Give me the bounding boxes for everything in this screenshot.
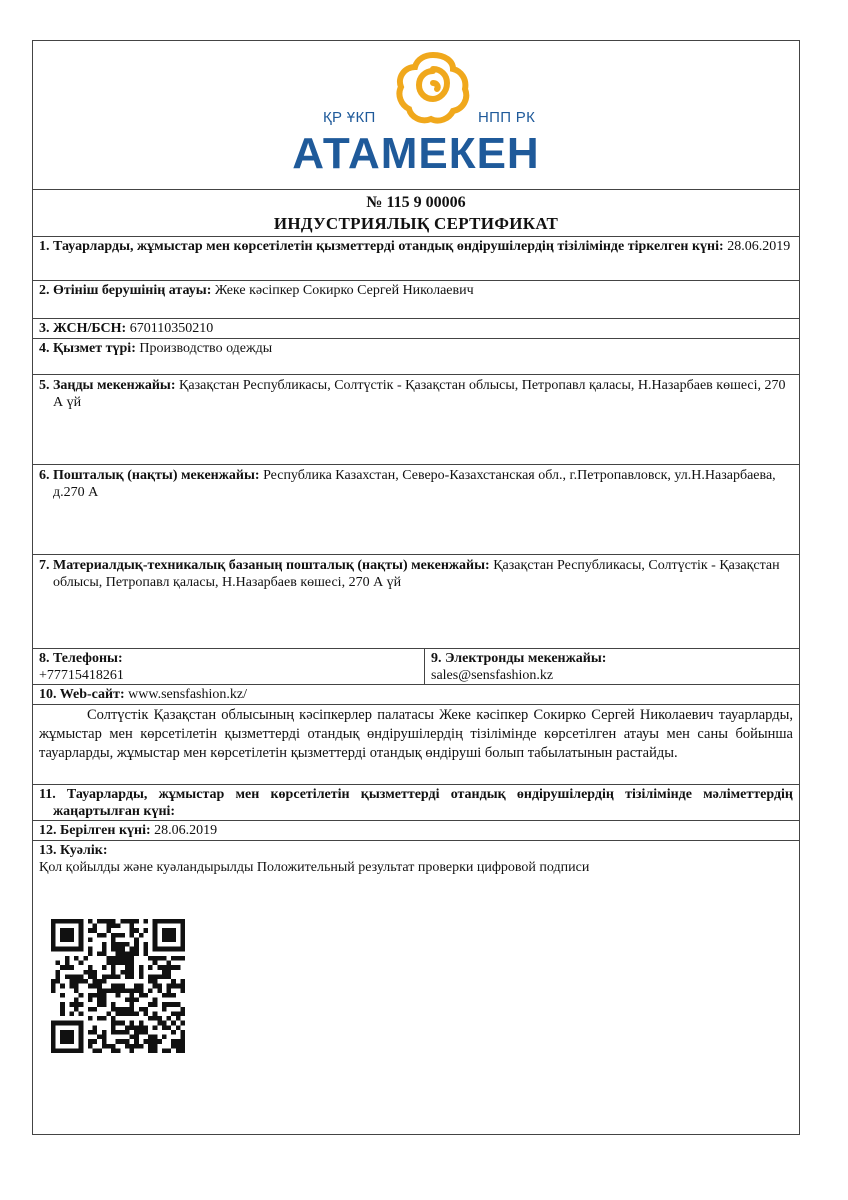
field-value: +77715418261 [39, 668, 124, 683]
field-email [425, 649, 799, 684]
field-label: 9. Электронды мекенжайы: [431, 651, 607, 666]
qr-code-icon [51, 919, 185, 1053]
field-value: 28.06.2019 [150, 823, 218, 838]
field-label: 1. Тауарларды, жұмыстар мен көрсетілетін қызметтерді отандық өндірушілердің тізілімінде тіркелген күні: [39, 239, 724, 254]
certificate-document [32, 40, 800, 1135]
atameken-emblem-icon [393, 49, 473, 125]
field-value: 28.06.2019 [723, 239, 791, 254]
field-label: 13. Куәлік: [39, 843, 108, 858]
field-postal-address [33, 465, 799, 555]
field-issue-date [33, 821, 799, 841]
field-value: Жеке кәсіпкер Сокирко Сергей Николаевич [211, 283, 474, 298]
field-label: 10. Web-сайт: [39, 687, 125, 702]
field-value: 670110350210 [126, 321, 214, 336]
field-phone [33, 649, 436, 684]
field-legal-address [33, 375, 799, 465]
logo-right-text: НПП РК [478, 109, 536, 126]
confirmation-paragraph: Солтүстік Қазақстан облысының кәсіпкерлер палатасы Жеке кәсіпкер Сокирко Сергей Николаевич тауарларды, жұмыстар мен көрсетілетін қызметтерді отандық өндірушілердің тізілімінде көрсетілген атауы мен саны бойынша тауарларды, жұмыстар мен көрсетілетін қызметтерді отандық өндіруші болып табылатынын растайды. [39, 707, 793, 761]
field-update-date [33, 785, 799, 821]
field-value: sales@sensfashion.kz [431, 668, 554, 683]
field-label: 12. Берілген күні: [39, 823, 151, 838]
certificate-title: ИНДУСТРИЯЛЫҚ СЕРТИФИКАТ [273, 214, 559, 233]
field-value: Республика Казахстан, Северо-Казахстанская обл., г.Петропавловск, ул.Н.Назарбаева, д.270 А [53, 468, 776, 500]
field-applicant-name [33, 281, 799, 319]
field-label: 5. Заңды мекенжайы: [39, 378, 176, 393]
logo-section [33, 41, 799, 190]
field-certification [33, 841, 799, 1134]
field-activity-type [33, 339, 799, 375]
logo-wordmark: АТАМЕКЕН [292, 129, 540, 178]
field-contacts-row [33, 649, 799, 685]
field-value: www.sensfashion.kz/ [124, 687, 247, 702]
field-label: 3. ЖСН/БСН: [39, 321, 127, 336]
field-registration-date [33, 237, 799, 281]
field-iin-bin [33, 319, 799, 339]
field-label: 8. Телефоны: [39, 651, 123, 666]
field-label: 6. Пошталық (нақты) мекенжайы: [39, 468, 260, 483]
field-label: 11. Тауарларды, жұмыстар мен көрсетілетін қызметтерді отандық өндірушілердің тізілімінде мәліметтердің жаңартылған күні: [39, 787, 793, 819]
certificate-number: № 115 9 00006 [366, 194, 466, 211]
field-value: Производство одежды [135, 341, 273, 356]
field-value: Қол қойылды және куәландырылды Положительный результат проверки цифровой подписи [39, 860, 590, 875]
field-value: Қазақстан Республикасы, Солтүстік - Қазақстан облысы, Петропавл қаласы, Н.Назарбаев көшесі, 270 А үй [53, 378, 786, 410]
logo-left-text: ҚР ҰКП [323, 109, 376, 126]
field-label: 7. Материалдық-техникалық базаның пошталық (нақты) мекенжайы: [39, 558, 490, 573]
field-label: 4. Қызмет түрі: [39, 341, 136, 356]
field-value: Қазақстан Республикасы, Солтүстік - Қазақстан облысы, Петропавл қаласы, Н.Назарбаев көшесі, 270 А үй [53, 558, 780, 590]
field-material-base-address [33, 555, 799, 649]
field-website [33, 685, 799, 705]
confirmation-paragraph-row [33, 705, 799, 785]
field-label: 2. Өтініш берушінің атауы: [39, 283, 212, 298]
certificate-title-block [33, 190, 799, 237]
